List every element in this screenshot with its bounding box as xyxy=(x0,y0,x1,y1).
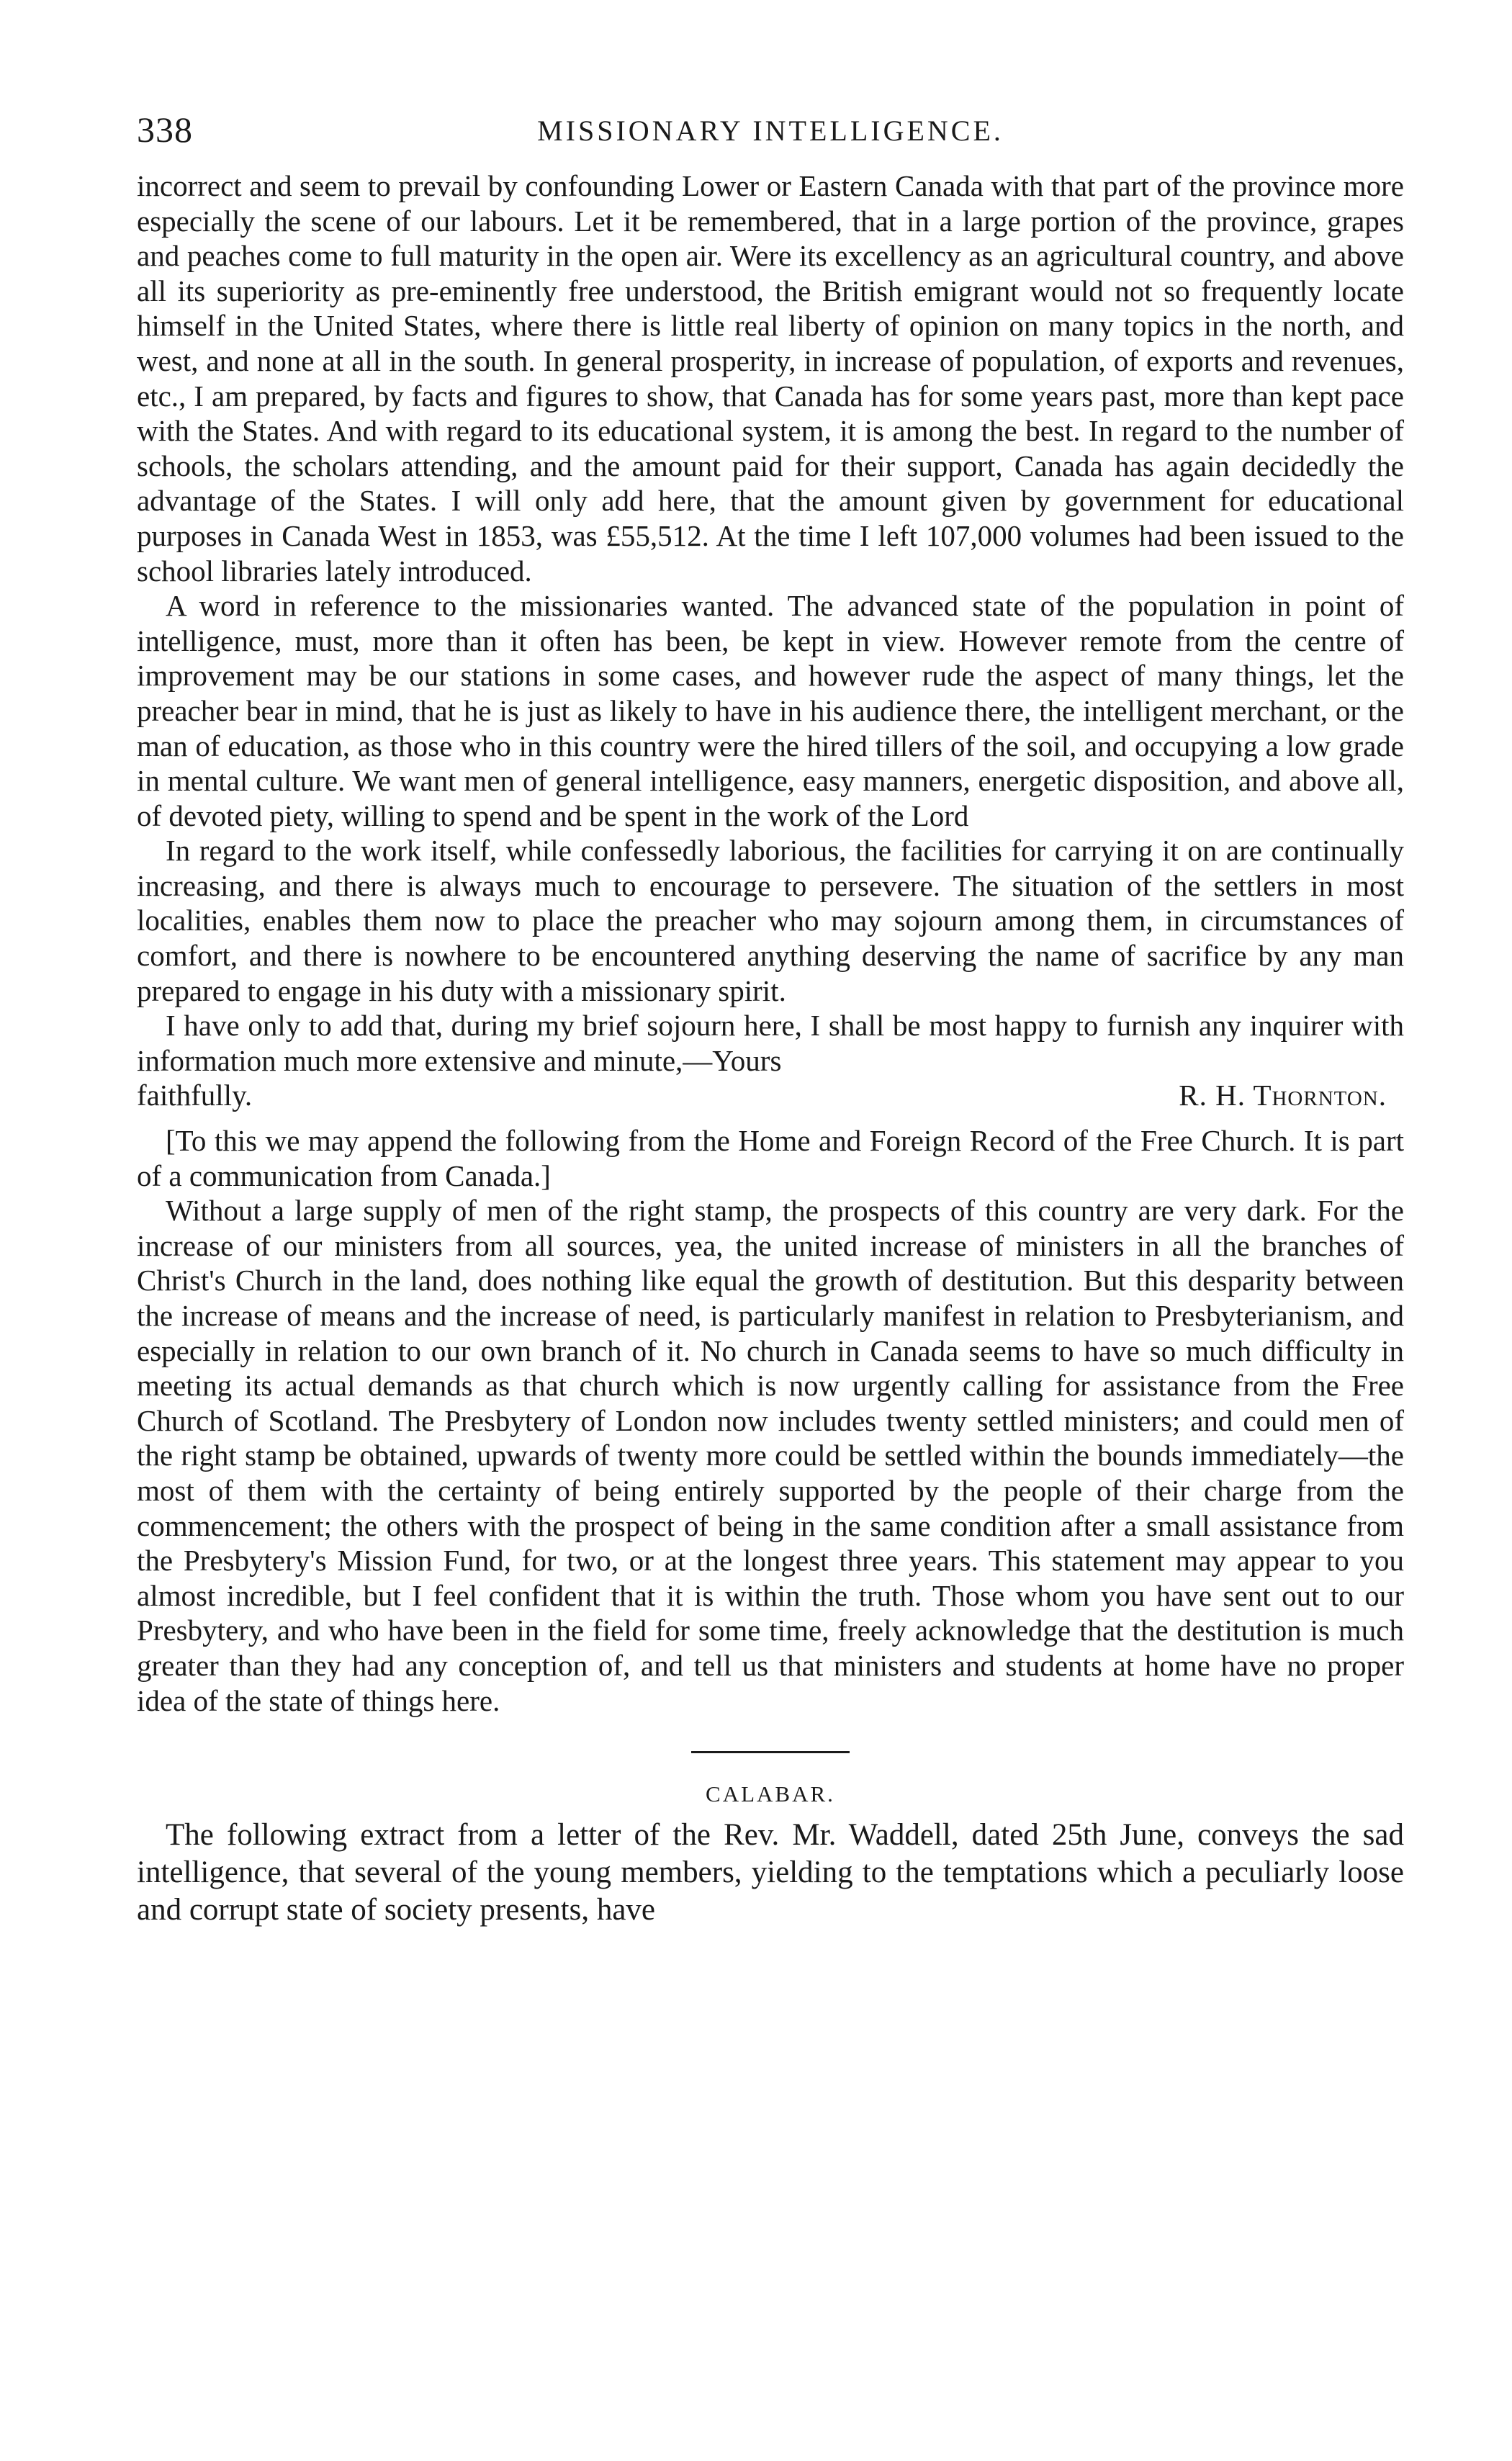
paragraph-missionaries-wanted: A word in reference to the missionaries wanted. The advanced state of the population in point of intelligence, must, more than it often has been, be kept in view. However remote from the centre of improvement may be our stations in some cases, and however rude the aspect of many things, let the preacher bear in mind, that he is just as likely to have in his audience there, the intelligent merchant, or the man of education, as those who in this country were the hired tillers of the soil, and occupying a low grade in mental culture. We want men of general intelligence, easy manners, energetic disposition, and above all, of devoted piety, willing to spend and be spent in the work of the Lord xyxy=(137,589,1404,832)
paragraph-canada-prosperity: incorrect and seem to prevail by confounding Lower or Eastern Canada with that part of the province more especially the scene of our labours. Let it be remembered, that in a large portion of the province, grapes and peaches come to full maturity in the open air. Were its excellency as an agricultural country, and above all its superiority as pre-eminently free understood, the British emigrant would not so frequently locate himself in the United States, where there is little real liberty of opinion on many topics in the north, and west, and none at all in the south. In general prosperity, in increase of population, of exports and revenues, etc., I am prepared, by facts and figures to show, that Canada has for some years past, more than kept pace with the States. And with regard to its educational system, it is among the best. In regard to the number of schools, the scholars attending, and the amount paid for their support, Canada has again decidedly the advantage of the States. I will only add here, that the amount given by government for educational purposes in Canada West in 1853, was £55,512. At the time I left 107,000 volumes had been issued to the school libraries lately introduced. xyxy=(137,169,1404,588)
document-page xyxy=(137,108,1404,2434)
paragraph-calabar: The following extract from a letter of the Rev. Mr. Waddell, dated 25th June, conveys the sad intelligence, that several of the young members, yielding to the temptations which a peculiarly loose and corrupt state of society presents, have xyxy=(137,1818,1404,1927)
paragraph-free-church-extract: Without a large supply of men of the right stamp, the prospects of this country are very dark. For the increase of our ministers from all sources, yea, the united increase of ministers in all the branches of Christ's Church in the land, does nothing like equal the growth of destitution. But this desparity between the increase of means and the increase of need, is particularly manifest in relation to Presbyterianism, and especially in relation to our own branch of it. No church in Canada seems to have so much difficulty in meeting its actual demands as that church which is now urgently calling for assistance from the Free Church of Scotland. The Presbytery of London now includes twenty settled ministers; and could men of the right stamp be obtained, upwards of twenty more could be settled within the bounds immediately—the most of them with the certainty of being entirely supported by the people of their charge from the commencement; the others with the prospect of being in the same condition after a small assistance from the Presbytery's Mission Fund, for two, or at the longest three years. This statement may appear to you almost incredible, but I feel confident that it is within the truth. Those whom you have sent out to our Presbytery, and who have been in the field for some time, freely acknowledge that the destitution is much greater than they had any conception of, and tell us that ministers and students at home have no proper idea of the state of things here. xyxy=(137,1194,1404,1717)
closing-word: faithfully. xyxy=(137,1079,253,1112)
article-body xyxy=(137,168,1404,1718)
paragraph-closing: I have only to add that, during my brief sojourn here, I shall be most happy to furnish any inquirer with information much more extensive and minute,—Yours xyxy=(137,1009,1404,1077)
editorial-note: [To this we may append the following from the Home and Foreign Record of the Free Church. It is part of a communication from Canada.] xyxy=(137,1124,1404,1192)
running-title: MISSIONARY INTELLIGENCE. xyxy=(537,114,1004,147)
section-heading-calabar: CALABAR. xyxy=(706,1781,835,1807)
page-number: 338 xyxy=(137,109,193,150)
signature: R. H. Thornton. xyxy=(1179,1079,1387,1112)
paragraph-the-work: In regard to the work itself, while confessedly laborious, the facilities for carrying it on are continually increasing, and there is always much to encourage to persevere. The situation of the settlers in most localities, enables them now to place the preacher who may sojourn among them, in circumstances of comfort, and there is nowhere to be encountered anything deserving the name of sacrifice by any man prepared to engage in his duty with a missionary spirit. xyxy=(137,834,1404,1007)
section-divider xyxy=(691,1751,850,1753)
running-head xyxy=(137,108,1404,158)
signature-line xyxy=(137,1078,1404,1113)
